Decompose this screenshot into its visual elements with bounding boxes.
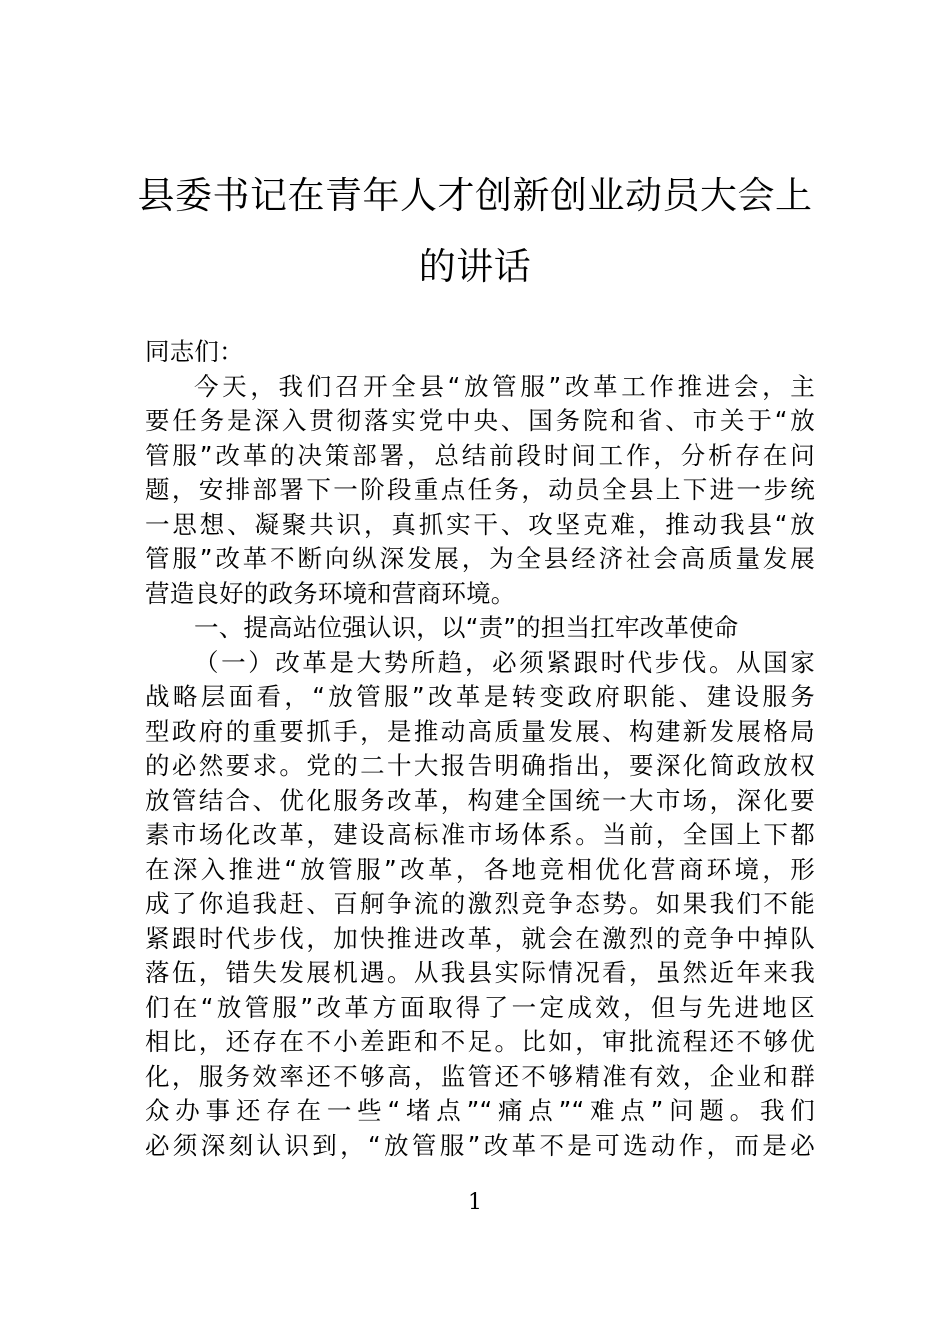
paragraph-line: 营造良好的政务环境和营商环境。 bbox=[145, 578, 516, 608]
document-body bbox=[145, 335, 815, 1163]
paragraph-line: 众办事还存在一些“堵点”“痛点”“难点”问题。我们 bbox=[145, 1096, 815, 1125]
paragraph-line: 今天，我们召开全县“放管服”改革工作推进会，主 bbox=[194, 371, 815, 401]
paragraph-line: 素市场化改革，建设高标准市场体系。当前，全国上下都 bbox=[145, 820, 815, 849]
document-title-line-1: 县委书记在青年人才创新创业动员大会上 bbox=[137, 174, 813, 217]
paragraph-line: 成了你追我赶、百舸争流的激烈竞争态势。如果我们不能 bbox=[145, 889, 815, 918]
salutation: 同志们： bbox=[145, 337, 244, 366]
paragraph-line: 的必然要求。党的二十大报告明确指出，要深化简政放权 bbox=[145, 751, 815, 780]
paragraph-line: 必须深刻认识到，“放管服”改革不是可选动作，而是必 bbox=[145, 1130, 815, 1160]
paragraph-line: 一思想、凝聚共识，真抓实干、攻坚克难，推动我县“放 bbox=[145, 509, 815, 539]
paragraph-line: 落伍，错失发展机遇。从我县实际情况看，虽然近年来我 bbox=[145, 958, 815, 987]
paragraph-line: 化，服务效率还不够高，监管还不够精准有效，企业和群 bbox=[145, 1061, 815, 1091]
section-heading: 一、提高站位强认识，以“责”的担当扛牢改革使命 bbox=[194, 613, 739, 642]
paragraph-line: 在深入推进“放管服”改革，各地竞相优化营商环境，形 bbox=[145, 854, 815, 884]
paragraph-line: 放管结合、优化服务改革，构建全国统一大市场，深化要 bbox=[145, 785, 815, 815]
paragraph-line: （一）改革是大势所趋，必须紧跟时代步伐。从国家 bbox=[194, 647, 815, 677]
paragraph-line: 紧跟时代步伐，加快推进改革，就会在激烈的竞争中掉队 bbox=[145, 923, 815, 953]
paragraph-line: 战略层面看，“放管服”改革是转变政府职能、建设服务 bbox=[145, 682, 815, 711]
paragraph-line: 管服”改革的决策部署，总结前段时间工作，分析存在问 bbox=[145, 440, 815, 470]
page-number: 1 bbox=[468, 1190, 482, 1215]
paragraph-line: 型政府的重要抓手，是推动高质量发展、构建新发展格局 bbox=[145, 716, 815, 746]
document-title-line-2: 的讲话 bbox=[418, 245, 532, 288]
paragraph-line: 要任务是深入贯彻落实党中央、国务院和省、市关于“放 bbox=[145, 406, 815, 435]
paragraph-line: 题，安排部署下一阶段重点任务，动员全县上下进一步统 bbox=[145, 475, 815, 504]
paragraph-line: 相比，还存在不小差距和不足。比如，审批流程还不够优 bbox=[145, 1027, 815, 1056]
paragraph-line: 们在“放管服”改革方面取得了一定成效，但与先进地区 bbox=[145, 992, 815, 1022]
paragraph-line: 管服”改革不断向纵深发展，为全县经济社会高质量发展 bbox=[145, 544, 815, 573]
